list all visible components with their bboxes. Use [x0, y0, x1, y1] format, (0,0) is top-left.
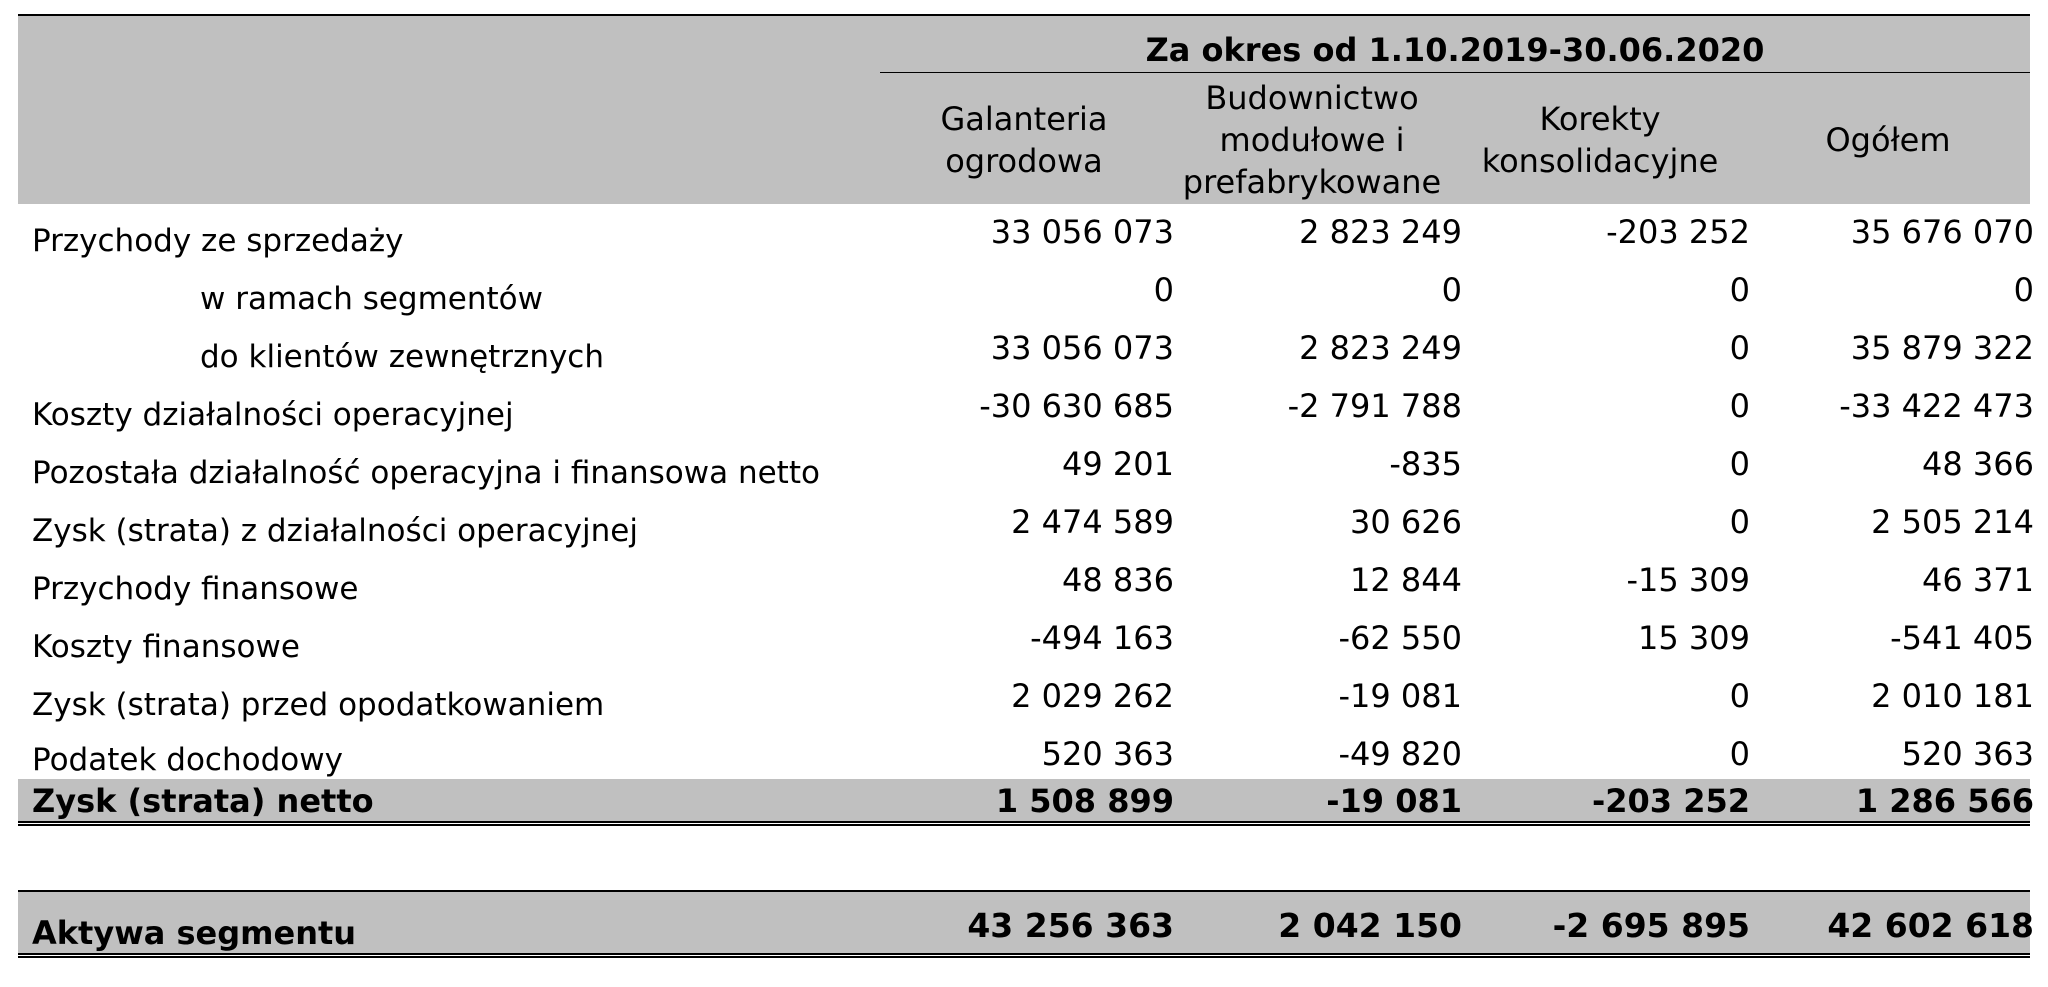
cell-adjustments: 0 [1729, 735, 1750, 773]
table-row [18, 264, 2034, 322]
cell-modular: 2 823 249 [1299, 329, 1462, 367]
table-row [18, 554, 2034, 612]
cell-modular: -835 [1389, 445, 1462, 483]
cell-modular: -2 791 788 [1287, 387, 1462, 425]
table-row [18, 438, 2034, 496]
row-label: Pozostała działalność operacyjna i finansowa netto [32, 455, 820, 491]
cell-garden: 33 056 073 [990, 329, 1174, 367]
cell-garden: 520 363 [1041, 735, 1174, 773]
cell-adjustments: 0 [1729, 329, 1750, 367]
cell-adjustments: 0 [1729, 677, 1750, 715]
cell-total: 46 371 [1922, 561, 2034, 599]
row-label: w ramach segmentów [200, 281, 543, 317]
cell-adjustments: 0 [1729, 271, 1750, 309]
cell-adjustments: -203 252 [1606, 213, 1750, 251]
cell-garden: 1 508 899 [995, 782, 1174, 820]
row-label: Zysk (strata) z działalności operacyjnej [32, 513, 638, 549]
table-row [18, 728, 2034, 778]
cell-modular: 30 626 [1350, 503, 1462, 541]
cell-modular: -19 081 [1326, 782, 1462, 820]
period-divider [880, 72, 2030, 73]
cell-total: 2 505 214 [1871, 503, 2034, 541]
row-label: Koszty działalności operacyjnej [32, 397, 514, 433]
table-row [18, 380, 2034, 438]
column-header-total: Ogółem [1825, 121, 1951, 159]
cell-adjustments: 15 309 [1638, 619, 1750, 657]
cell-adjustments: -15 309 [1626, 561, 1750, 599]
row-label: Przychody ze sprzedaży [32, 223, 404, 259]
table-row [18, 612, 2034, 670]
cell-garden: 33 056 073 [990, 213, 1174, 251]
cell-modular: 2 042 150 [1278, 906, 1462, 945]
cell-total: 35 676 070 [1850, 213, 2034, 251]
cell-adjustments: -2 695 895 [1552, 906, 1750, 945]
cell-garden: 2 029 262 [1011, 677, 1174, 715]
row-label: Przychody finansowe [32, 571, 359, 607]
table-row [18, 206, 2034, 264]
cell-garden: 43 256 363 [967, 906, 1174, 945]
cell-modular: -62 550 [1338, 619, 1462, 657]
double-rule [18, 821, 2030, 826]
cell-modular: 12 844 [1350, 561, 1462, 599]
cell-adjustments: -203 252 [1591, 782, 1750, 820]
net-profit-label: Zysk (strata) netto [32, 782, 374, 820]
table-row [18, 670, 2034, 728]
row-label: Koszty finansowe [32, 629, 300, 665]
cell-modular: -49 820 [1338, 735, 1462, 773]
table-row [18, 322, 2034, 380]
cell-garden: 0 [1153, 271, 1174, 309]
net-profit-row [18, 779, 2034, 821]
cell-garden: -494 163 [1030, 619, 1174, 657]
cell-total: 42 602 618 [1827, 906, 2034, 945]
cell-total: 48 366 [1922, 445, 2034, 483]
cell-total: 0 [2013, 271, 2034, 309]
cell-garden: 2 474 589 [1011, 503, 1174, 541]
cell-modular: 0 [1441, 271, 1462, 309]
cell-adjustments: 0 [1729, 503, 1750, 541]
cell-total: -541 405 [1890, 619, 2034, 657]
cell-total: 35 879 322 [1850, 329, 2034, 367]
column-header-garden: Galanteria ogrodowa [940, 100, 1108, 180]
cell-modular: -19 081 [1338, 677, 1462, 715]
cell-total: 520 363 [1901, 735, 2034, 773]
column-header-modular: Budownictwo modułowe i prefabrykowane [1182, 79, 1442, 201]
cell-modular: 2 823 249 [1299, 213, 1462, 251]
double-rule [18, 953, 2030, 958]
cell-garden: 49 201 [1062, 445, 1174, 483]
segment-assets-row [18, 890, 2034, 955]
cell-garden: 48 836 [1062, 561, 1174, 599]
column-header-adjustments: Korekty konsolidacyjne [1481, 100, 1719, 180]
cell-adjustments: 0 [1729, 445, 1750, 483]
row-label: Zysk (strata) przed opodatkowaniem [32, 687, 605, 723]
row-label: do klientów zewnętrznych [200, 339, 604, 375]
cell-adjustments: 0 [1729, 387, 1750, 425]
cell-total: 1 286 566 [1855, 782, 2034, 820]
table-row [18, 496, 2034, 554]
cell-garden: -30 630 685 [979, 387, 1174, 425]
segment-assets-label: Aktywa segmentu [32, 914, 357, 952]
cell-total: -33 422 473 [1839, 387, 2034, 425]
cell-total: 2 010 181 [1871, 677, 2034, 715]
period-title: Za okres od 1.10.2019-30.06.2020 [1145, 31, 1765, 69]
row-label: Podatek dochodowy [32, 742, 343, 778]
